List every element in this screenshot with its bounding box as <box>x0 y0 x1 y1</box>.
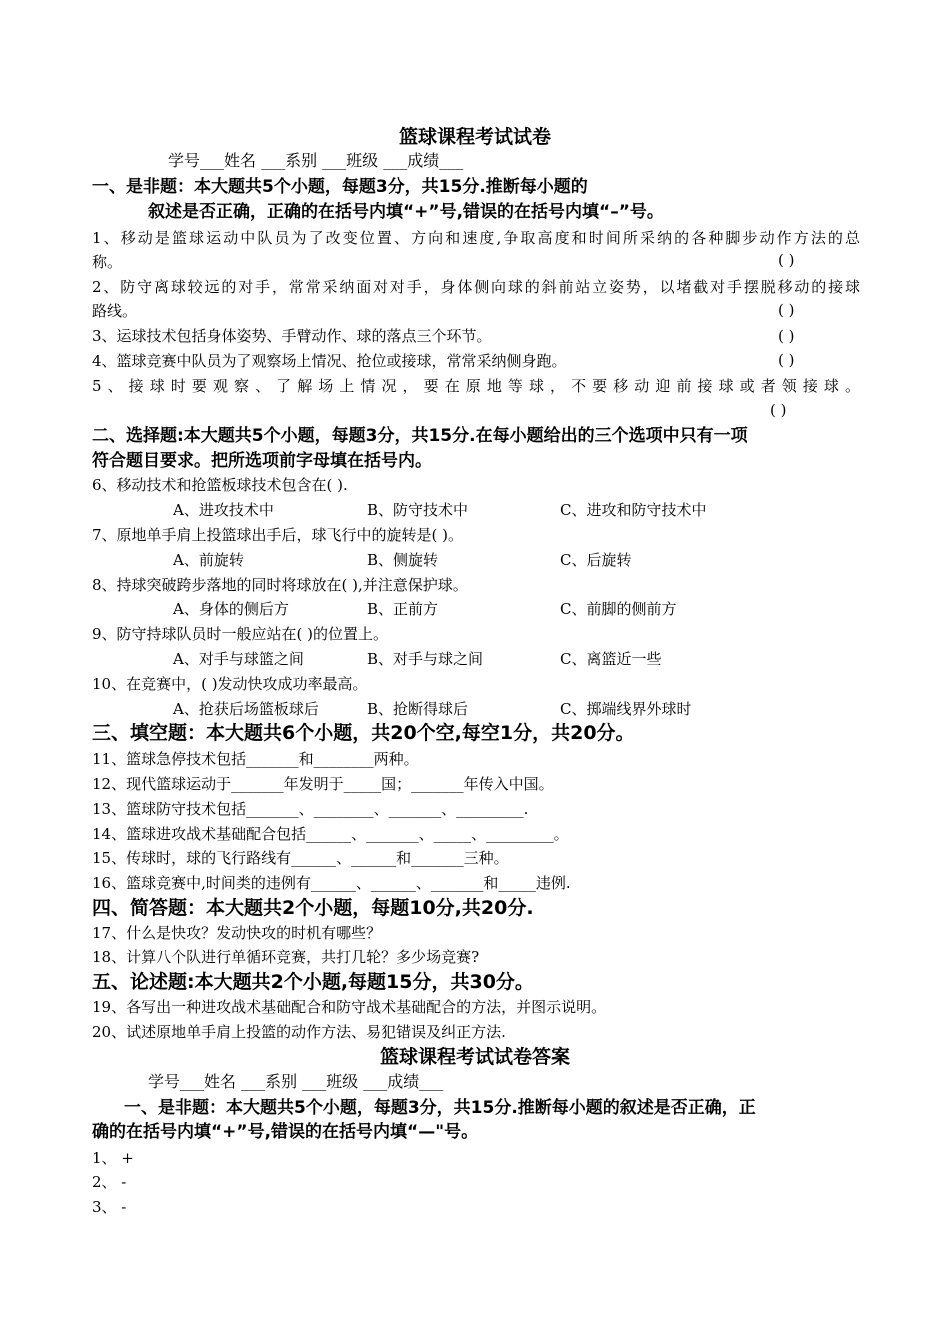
question-1-cont: 称。 <box>92 253 123 271</box>
section-5-heading: 五、论述题:本大题共2个小题,每题15分，共30分。 <box>92 971 534 993</box>
answer-paren-1: ( ) <box>778 251 795 269</box>
question-17: 17、什么是快攻？发动快攻的时机有哪些？ <box>92 924 382 942</box>
section-2-heading: 二、选择题:本大题共5个小题，每题3分，共15分.在每小题给出的三个选项中只有一项 <box>92 426 748 446</box>
section-2-heading-cont: 符合题目要求。把所选项前字母填在括号内。 <box>92 451 432 471</box>
q7-option-c: C、后旋转 <box>560 551 632 569</box>
question-3: 3、运球技术包括身体姿势、手臂动作、球的落点三个环节。 <box>92 327 492 345</box>
q6-option-c: C、进攻和防守技术中 <box>560 501 707 519</box>
q7-option-a: A、前旋转 <box>173 551 244 569</box>
q6-option-b: B、防守技术中 <box>367 501 469 519</box>
q10-option-b: B、抢断得球后 <box>367 700 469 718</box>
question-1: 1、移动是篮球运动中队员为了改变位置、方向和速度,争取高度和时间所采纳的各种脚步动作方法的总 <box>92 229 860 247</box>
answer-paren-4: ( ) <box>778 351 795 369</box>
question-6: 6、移动技术和抢篮板球技术包含在( ). <box>92 476 348 494</box>
q9-option-b: B、对手与球之间 <box>367 650 484 668</box>
exam-title: 篮球课程考试试卷 <box>398 126 551 148</box>
answer-section-1-heading-cont: 确的在括号内填“+”号,错误的在括号内填“—"号。 <box>92 1122 479 1142</box>
question-2-cont: 路线。 <box>92 302 138 320</box>
q6-option-a: A、进攻技术中 <box>173 501 274 519</box>
answer-paren-5: ( ) <box>770 401 787 419</box>
answer-1: 1、 + <box>92 1149 134 1167</box>
q9-option-a: A、对手与球篮之间 <box>173 650 304 668</box>
answer-title: 篮球课程考试试卷答案 <box>379 1046 570 1068</box>
student-info-line: 学号___姓名 ___系别 ___班级 ___成绩___ <box>168 151 464 170</box>
q7-option-b: B、侧旋转 <box>367 551 439 569</box>
answer-paren-2: ( ) <box>778 301 795 319</box>
question-14: 14、篮球进攻战术基础配合包括______、_______、_____、_________。 <box>92 825 569 843</box>
question-9: 9、防守持球队员时一般应站在( )的位置上。 <box>92 625 389 643</box>
question-20: 20、试述原地单手肩上投篮的动作方法、易犯错误及纠正方法. <box>92 1023 506 1041</box>
q8-option-b: B、正前方 <box>367 600 439 618</box>
question-10: 10、在竞赛中，( )发动快攻成功率最高。 <box>92 675 368 693</box>
q10-option-a: A、抢获后场篮板球后 <box>173 700 319 718</box>
question-2: 2、防守离球较远的对手，常常采纳面对对手，身体侧向球的斜前站立姿势，以堵截对手摆脱移动的接球 <box>92 278 860 296</box>
section-4-heading: 四、简答题：本大题共2个小题，每题10分,共20分. <box>92 897 534 919</box>
question-4: 4、篮球竞赛中队员为了观察场上情况、抢位或接球，常常采纳侧身跑。 <box>92 352 567 370</box>
question-5: 5、接球时要观察、了解场上情况，要在原地等球，不要移动迎前接球或者领接球。 <box>92 377 860 395</box>
question-16: 16、篮球竞赛中,时间类的违例有______、______、_______和_____违例. <box>92 874 571 892</box>
question-15: 15、传球时，球的飞行路线有______、______和_______三种。 <box>92 849 509 867</box>
section-1-heading-cont: 叙述是否正确，正确的在括号内填“+”号,错误的在括号内填“–”号。 <box>148 202 664 222</box>
q9-option-c: C、离篮近一些 <box>560 650 662 668</box>
q8-option-a: A、身体的侧后方 <box>173 600 289 618</box>
answer-paren-3: ( ) <box>778 327 795 345</box>
section-1-heading: 一、是非题：本大题共5个小题，每题3分，共15分.推断每小题的 <box>92 177 588 197</box>
question-13: 13、篮球防守技术包括_______、________、_______、_________. <box>92 800 529 818</box>
answer-student-info-line: 学号___姓名 ___系别 ___班级 ___成绩___ <box>148 1072 444 1091</box>
question-19: 19、各写出一种进攻战术基础配合和防守战术基础配合的方法，并图示说明。 <box>92 998 607 1016</box>
answer-section-1-heading: 一、是非题：本大题共5个小题，每题3分，共15分.推断每小题的叙述是否正确，正 <box>124 1098 756 1118</box>
question-11: 11、篮球急停技术包括_______和________两种。 <box>92 750 419 768</box>
question-18: 18、计算八个队进行单循环竞赛，共打几轮？多少场竞赛? <box>92 948 480 966</box>
answer-3: 3、 - <box>92 1198 127 1216</box>
q10-option-c: C、掷端线界外球时 <box>560 700 692 718</box>
q8-option-c: C、前脚的侧前方 <box>560 600 677 618</box>
question-7: 7、原地单手肩上投篮球出手后，球飞行中的旋转是( )。 <box>92 526 464 544</box>
answer-2: 2、 - <box>92 1173 127 1191</box>
question-12: 12、现代篮球运动于_______年发明于_____国；_______年传入中国。 <box>92 775 554 793</box>
question-8: 8、持球突破跨步落地的同时将球放在( ),并注意保护球。 <box>92 576 468 594</box>
section-3-heading: 三、填空题：本大题共6个小题，共20个空,每空1分，共20分。 <box>92 722 635 744</box>
